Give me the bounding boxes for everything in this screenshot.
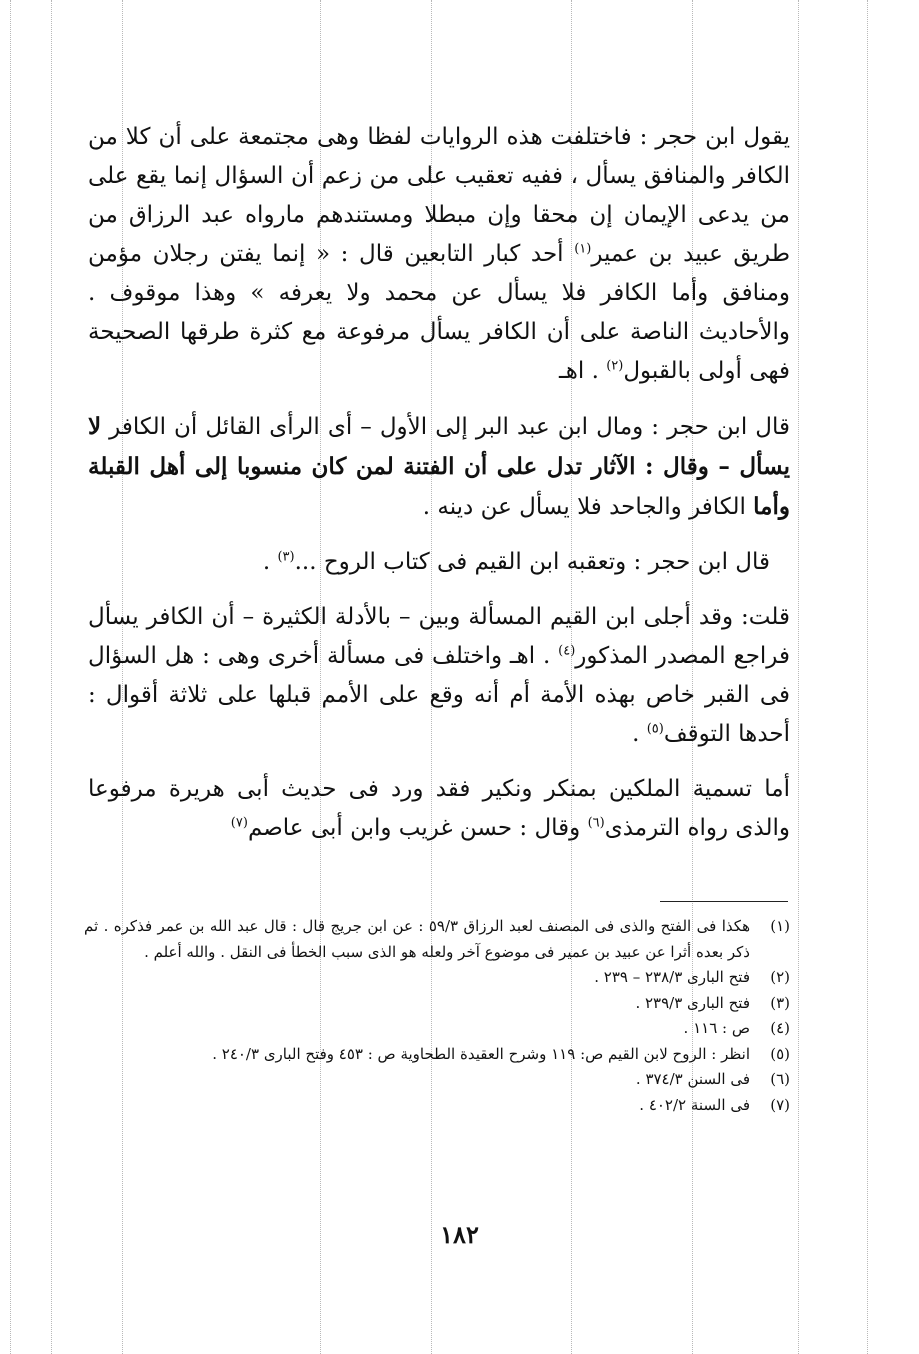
footnote-marker: (٣) — [277, 549, 295, 565]
footnote-number: (٥) — [770, 1044, 790, 1063]
paragraph-ibn-hajar-3 — [88, 543, 790, 582]
dotted-guide-line — [867, 0, 868, 1354]
dotted-guide-line — [10, 0, 11, 1354]
paragraph-text: الكافر والجاحد فلا يسأل عن دينه . — [422, 494, 754, 520]
paragraph-text: . اهـ واختلف فى مسألة أخرى وهى : هل السؤال فى القبر خاص بهذه الأمة أم أنه وقع على الأمم قبلها على ثلاثة أقوال : أحدها التوقف — [88, 643, 790, 747]
footnote-text: فتح البارى ٢٣٩/٣ . — [635, 993, 750, 1012]
paragraph-text: . اهـ — [559, 358, 607, 384]
paragraph-text: وقال : حسن غريب وابن أبى عاصم — [247, 815, 588, 841]
footnote-marker: (٦) — [587, 815, 605, 831]
footnote-text: ص : ١١٦ . — [683, 1019, 750, 1037]
footnote-text: هكذا فى الفتح والذى فى المصنف لعبد الرزاق ٥٩/٣ : عن ابن جريج قال : قال عبد الله بن عمر فذكره . ثم ذكر بعده أثرا عن عبيد بن عمير فى موضوع آخر ولعله هو الذى سبب الخطأ فى النقل . والله أعلم . — [84, 917, 750, 961]
footnote-text: فى السنة ٤٠٢/٢ . — [639, 1095, 750, 1114]
footnote-number: (٤) — [770, 1019, 790, 1037]
footnote-marker: (٧) — [230, 815, 248, 831]
paragraph-text: قال ابن حجر : وتعقبه ابن القيم فى كتاب الروح ... — [294, 549, 770, 575]
paragraph-ibn-hajar-2 — [88, 407, 790, 527]
footnote-number: (٦) — [770, 1070, 790, 1088]
footnote-marker: (٢) — [606, 358, 624, 374]
footnote-text: فى السنن ٣٧٤/٣ . — [635, 1070, 750, 1088]
paragraph-text: . — [262, 549, 278, 575]
paragraph-text: قال ابن حجر : ومال ابن عبد البر إلى الأول – أى الرأى القائل أن الكافر — [101, 414, 790, 440]
footnote-marker: (٥) — [646, 721, 664, 737]
footnote-item — [84, 914, 790, 965]
footnote-number: (٢) — [770, 968, 790, 986]
paragraph-text: قلت: وقد أجلى ابن القيم المسألة وبين – بالأدلة الكثيرة – أن الكافر يسأل فراجع المصدر المذكور — [88, 604, 790, 669]
footnote-text: فتح البارى ٢٣٨/٣ – ٢٣٩ . — [594, 968, 750, 986]
footnote-number: (٣) — [770, 993, 790, 1012]
footnotes — [84, 914, 790, 1118]
paragraph-author-note — [88, 598, 790, 754]
footnote-item — [84, 1016, 790, 1042]
footnote-item — [84, 1042, 790, 1068]
page-number: ١٨٢ — [440, 1220, 479, 1249]
bold-emphasis: لا يسأل – وقال : الآثار تدل على أن الفتنة لمن كان منسوبا إلى أهل القبلة وأما — [88, 413, 790, 520]
footnote-text: انظر : الروح لابن القيم ص: ١١٩ وشرح العقيدة الطحاوية ص : ٤٥٣ وفتح البارى ٢٤٠/٣ . — [212, 1044, 750, 1063]
dotted-guide-line — [798, 0, 799, 1354]
footnote-separator — [660, 901, 788, 902]
paragraph-text: يقول ابن حجر : فاختلفت هذه الروايات لفظا وهى مجتمعة على أن كلا من الكافر والمنافق يسأل ، ففيه تعقيب على من زعم أن السؤال إنما يقع على من يدعى الإيمان إن محقا وإن مبطلا ومستندهم مارواه عبد الرزاق من طريق عبيد بن عمير — [88, 124, 790, 267]
paragraph-two-angels — [88, 770, 790, 848]
footnote-item — [84, 1093, 790, 1119]
dotted-guide-line — [51, 0, 52, 1354]
main-text — [88, 118, 790, 864]
paragraph-ibn-hajar-1 — [88, 118, 790, 391]
paragraph-text: . — [632, 721, 647, 747]
footnote-marker: (٤) — [558, 643, 576, 659]
footnote-item — [84, 1067, 790, 1093]
footnote-number: (٧) — [770, 1095, 790, 1114]
footnote-marker: (١) — [574, 241, 592, 257]
footnote-item — [84, 965, 790, 991]
footnote-item — [84, 991, 790, 1017]
footnote-number: (١) — [770, 917, 790, 935]
paragraph-text: أما تسمية الملكين بمنكر ونكير فقد ورد فى حديث أبى هريرة مرفوعا والذى رواه الترمذى — [88, 776, 790, 841]
paragraph-text: أحد كبار التابعين قال : « إنما يفتن رجلان مؤمن ومنافق وأما الكافر فلا يسأل عن محمد ولا يعرفه » وهذا موقوف . والأحاديث الناصة على أن الكافر يسأل مرفوعة مع كثرة طرقها الصحيحة فهى أولى بالقبول — [88, 241, 790, 384]
